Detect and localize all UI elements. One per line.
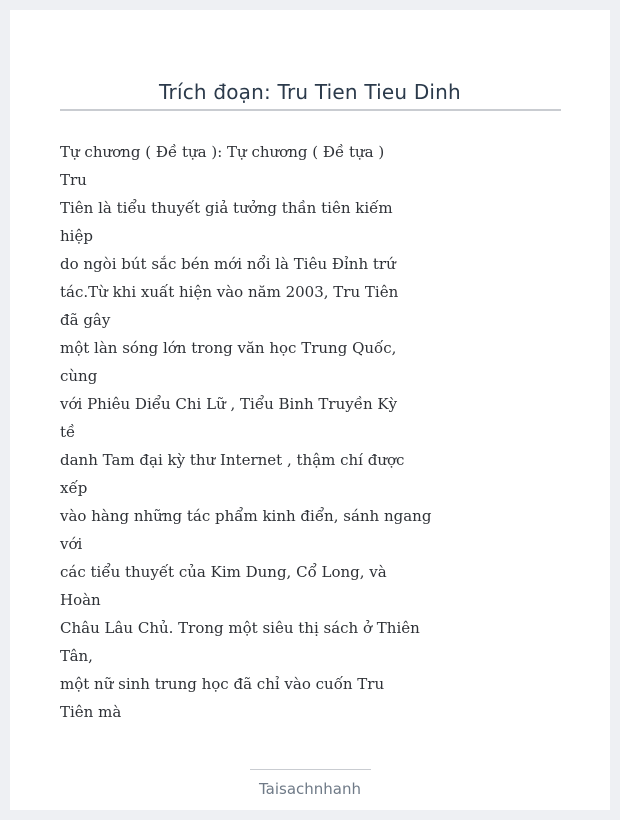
text-line: một làn sóng lớn trong văn học Trung Quốc,	[60, 339, 397, 357]
footer-divider	[250, 769, 371, 770]
text-line: Tiên mà	[60, 703, 122, 721]
footer-brand: Taisachnhanh	[258, 780, 362, 798]
text-line: danh Tam đại kỳ thư Internet , thậm chí được	[60, 451, 405, 469]
text-line: đã gây	[60, 311, 111, 329]
document-page	[10, 10, 610, 810]
text-line: các tiểu thuyết của Kim Dung, Cổ Long, và	[60, 563, 387, 581]
text-line: vào hàng những tác phẩm kinh điển, sánh ngang	[60, 507, 432, 525]
text-line: hiệp	[60, 227, 93, 245]
text-line: với	[60, 535, 83, 553]
text-line: tác.Từ khi xuất hiện vào năm 2003, Tru Tiên	[60, 283, 399, 301]
text-line: do ngòi bút sắc bén mới nổi là Tiêu Đỉnh trứ	[60, 255, 396, 273]
text-line: xếp	[60, 479, 88, 497]
title-divider	[60, 109, 561, 111]
text-line: cùng	[60, 367, 98, 385]
text-line: Tiên là tiểu thuyết giả tưởng thần tiên kiếm	[60, 199, 393, 217]
text-line: Tru	[60, 171, 87, 189]
page-title: Trích đoạn: Tru Tien Tieu Dinh	[159, 80, 461, 104]
text-line: Tự chương ( Đề tựa ): Tự chương ( Đề tựa )	[60, 143, 385, 161]
text-line: một nữ sinh trung học đã chỉ vào cuốn Tru	[60, 675, 385, 693]
text-line: tề	[60, 423, 76, 441]
text-line: Tân,	[60, 647, 93, 665]
text-line: Châu Lâu Chủ. Trong một siêu thị sách ở Thiên	[60, 619, 420, 637]
excerpt-body	[60, 138, 432, 726]
text-line: Hoàn	[60, 591, 101, 609]
text-line: với Phiêu Diểu Chi Lữ , Tiểu Binh Truyền Kỳ	[60, 395, 398, 413]
